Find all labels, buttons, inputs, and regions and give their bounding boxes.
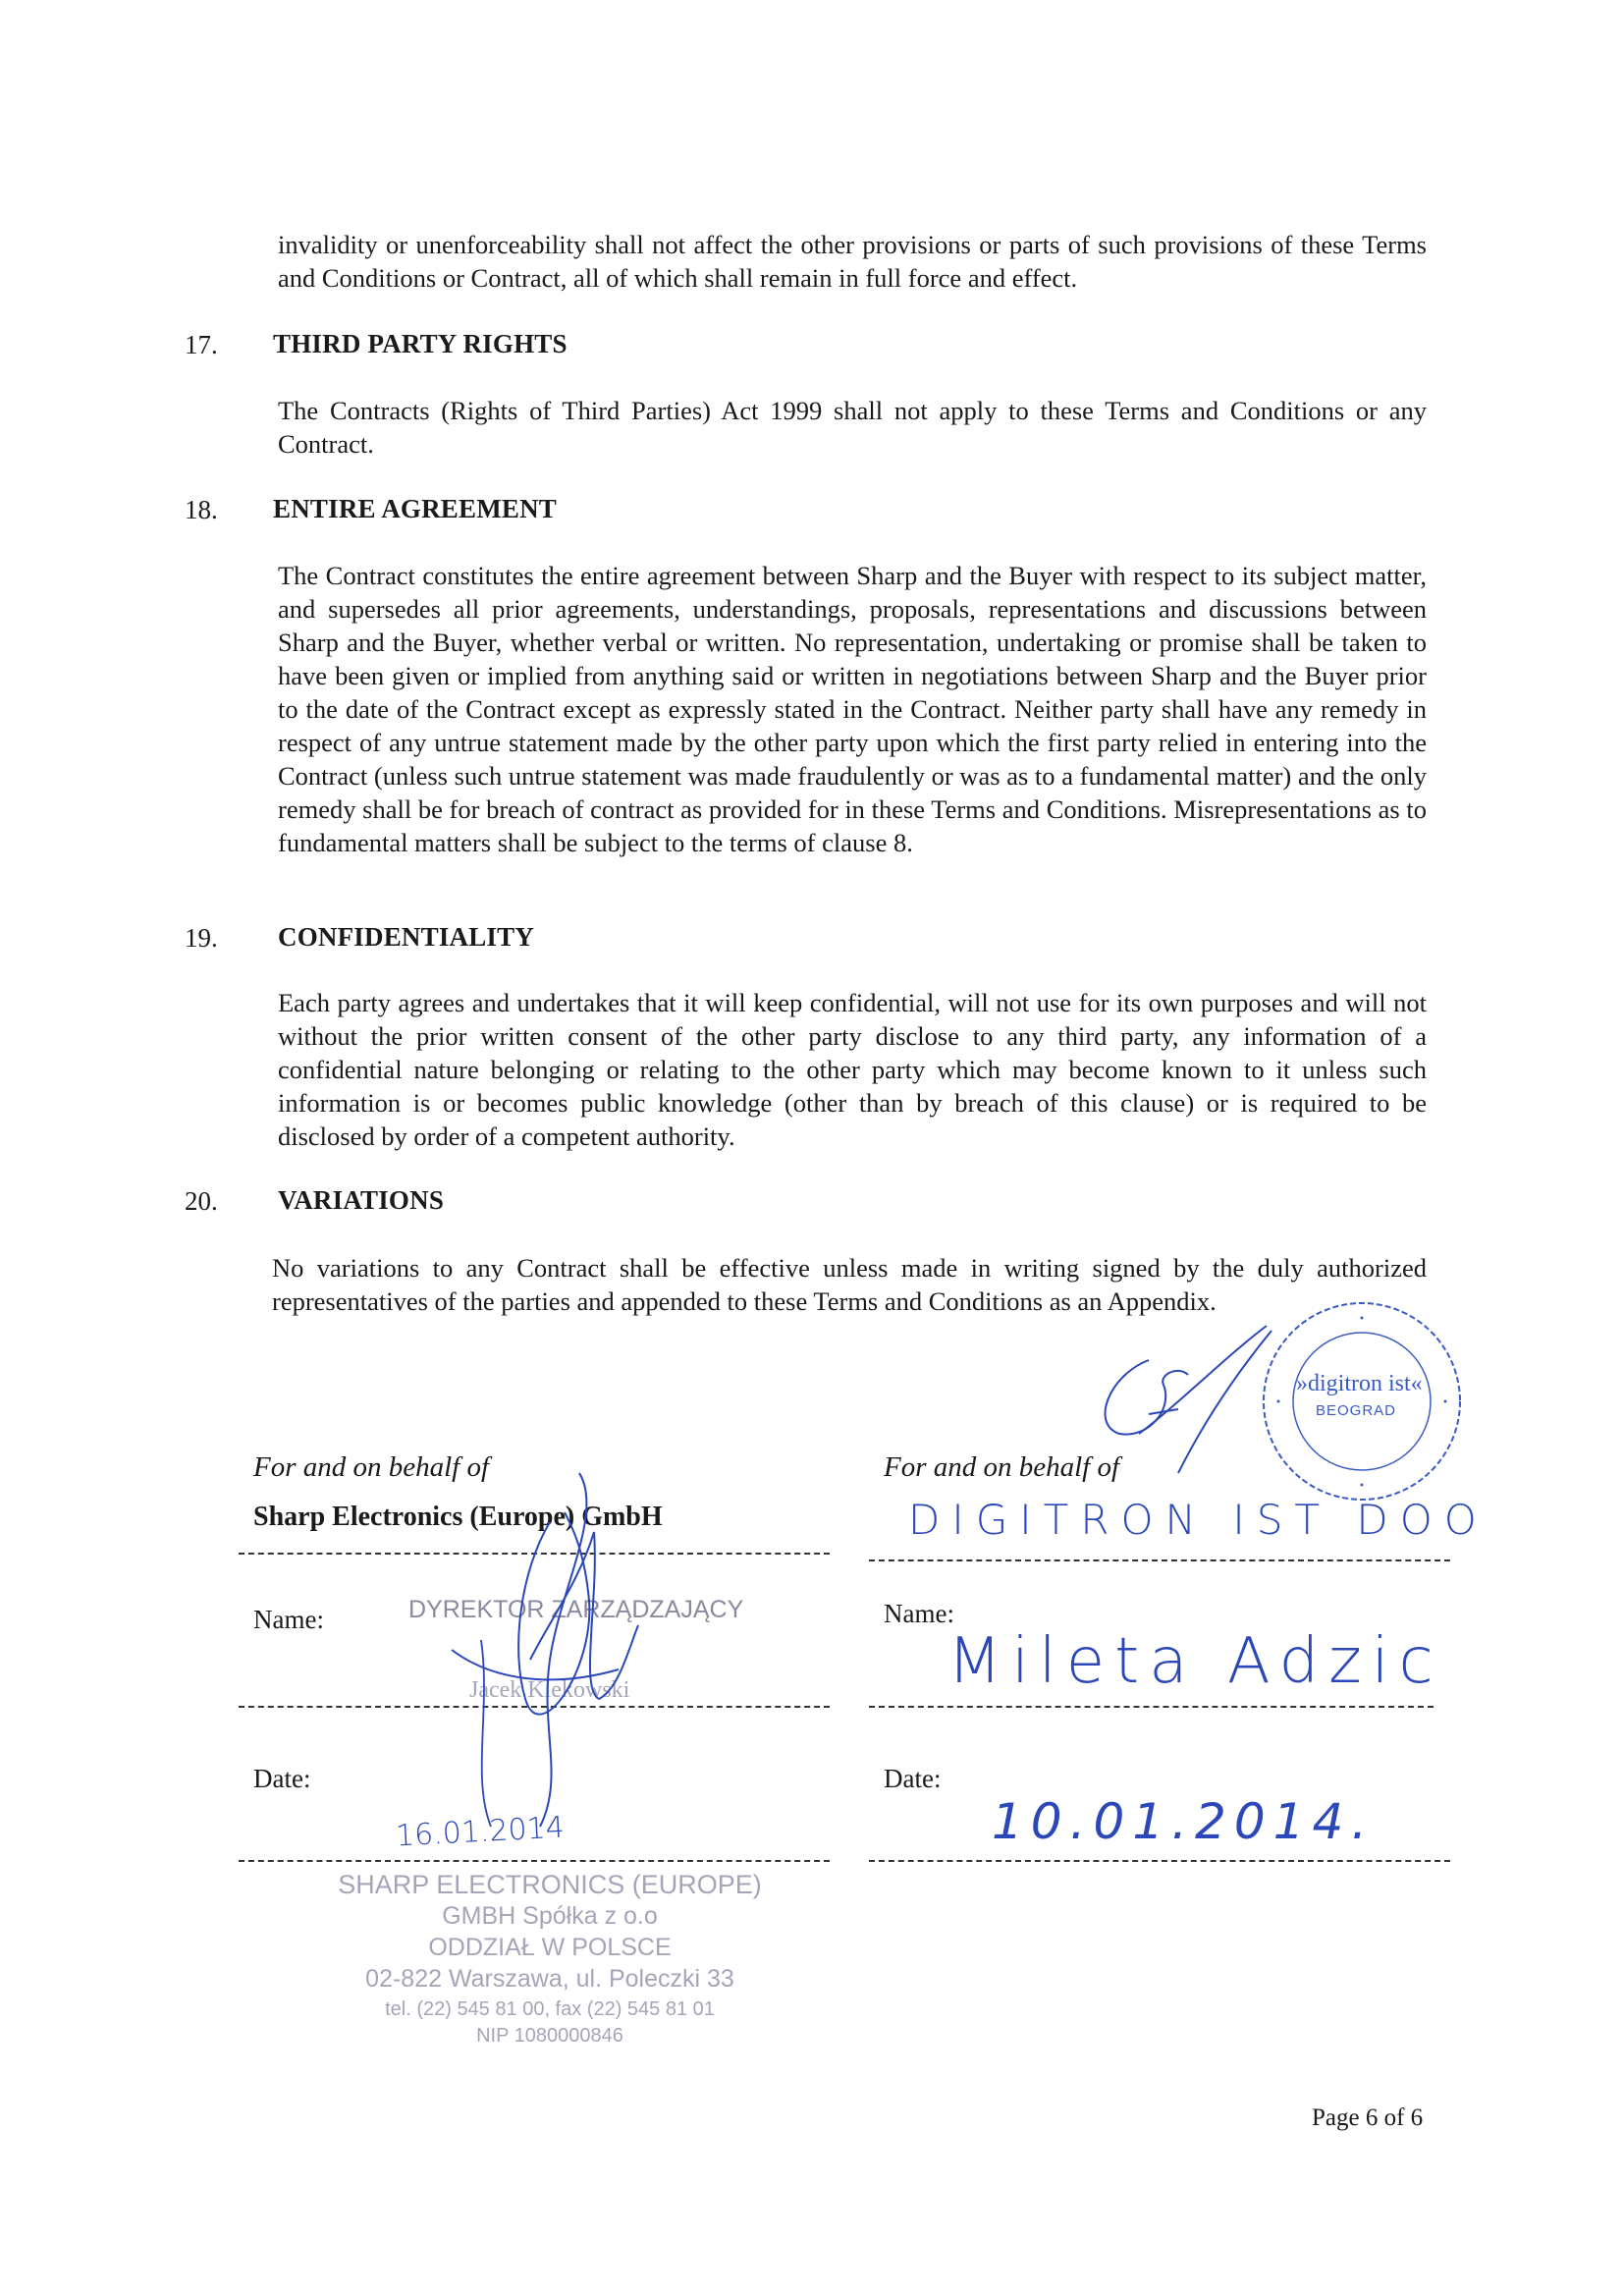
stamp-line: NIP 1080000846 bbox=[476, 2025, 623, 2047]
digitron-seal bbox=[1257, 1296, 1468, 1507]
right-date-label: Date: bbox=[884, 1764, 942, 1793]
left-company-stamp bbox=[285, 1869, 815, 2057]
stamp-line: SHARP ELECTRONICS (EUROPE) bbox=[338, 1870, 762, 1899]
section-20-heading: VARIATIONS bbox=[278, 1185, 445, 1215]
section-20-body: No variations to any Contract shall be effective unless made in writing signed by the duly authorized representatives of the parties and appended to these Terms and Conditions as an Appendix. bbox=[272, 1253, 1427, 1316]
section-20-number: 20. bbox=[185, 1186, 218, 1216]
left-signature-scribble bbox=[432, 1453, 687, 1846]
section-18-heading: ENTIRE AGREEMENT bbox=[273, 494, 558, 523]
section-17-body: The Contracts (Rights of Third Parties) Act 1999 shall not apply to these Terms and Conditions or any Contract. bbox=[278, 396, 1427, 459]
left-company-name: Sharp Electronics (Europe) GmbH bbox=[253, 1502, 663, 1532]
section-17-heading: THIRD PARTY RIGHTS bbox=[273, 329, 568, 358]
right-name-line bbox=[869, 1706, 1434, 1708]
section-19-body: Each party agrees and undertakes that it will keep confidential, will not use for its own purposes and will not without the prior written consent of the other party disclose to any third party, any information of a confidential nature belonging or relating to the other party which may become known to it unless such information is or becomes public knowledge (other than by breach of this clause) or is required to be disclosed by order of a competent authority. bbox=[278, 988, 1427, 1151]
left-date-handwritten: 16.01.2014 bbox=[395, 1810, 566, 1854]
stamp-line: tel. (22) 545 81 00, fax (22) 545 81 01 bbox=[385, 1998, 715, 2020]
left-date-label: Date: bbox=[253, 1764, 311, 1793]
left-date-line bbox=[239, 1860, 830, 1862]
stamp-line: ODDZIAŁ W POLSCE bbox=[428, 1934, 672, 1961]
right-company-line bbox=[869, 1559, 1450, 1561]
seal-city-text: BEOGRAD bbox=[1316, 1402, 1397, 1419]
section-19-number: 19. bbox=[185, 923, 218, 953]
right-name-handwritten: Mileta Adzic bbox=[947, 1625, 1443, 1698]
right-date-line bbox=[869, 1860, 1450, 1862]
left-for-and-on-behalf: For and on behalf of bbox=[253, 1451, 490, 1483]
left-name-label: Name: bbox=[253, 1605, 324, 1634]
section-18-number: 18. bbox=[185, 495, 218, 524]
seal-center-text: »digitron ist« bbox=[1296, 1371, 1423, 1396]
section-19-heading: CONFIDENTIALITY bbox=[278, 922, 535, 952]
right-for-and-on-behalf: For and on behalf of bbox=[884, 1451, 1120, 1483]
section-18-body: The Contract constitutes the entire agreement between Sharp and the Buyer with respect to its subject matter, and supersedes all prior agreements, understandings, proposals, representations and discussions between Sharp and the Buyer, whether verbal or written. No representation, undertaking or promise shall be taken to have been given or implied from anything said or written in negotiations between Sharp and the Buyer prior to the date of the Contract except as expressly stated in the Contract. Neither party shall have any remedy in respect of any untrue statement made by the other party upon which the first party relied in entering into the Contract (unless such untrue statement was made fraudulently or was as to a fundamental matter) and the only remedy shall be for breach of contract as provided for in these Terms and Conditions. Misrepresentations as to fundamental matters shall be subject to the terms of clause 8. bbox=[278, 561, 1427, 857]
stamp-line: 02-822 Warszawa, ul. Poleczki 33 bbox=[365, 1965, 734, 1993]
right-date-handwritten: 10.01.2014. bbox=[992, 1793, 1376, 1850]
page-number: Page 6 of 6 bbox=[1312, 2105, 1424, 2131]
stamp-line: GMBH Spółka z o.o bbox=[442, 1902, 658, 1930]
intro-paragraph: invalidity or unenforceability shall not affect the other provisions or parts of such provisions of these Terms and Conditions or Contract, all of which shall remain in full force and effect. bbox=[278, 230, 1427, 293]
right-company-handwritten: DIGITRON IST DOO bbox=[908, 1496, 1488, 1544]
right-name-label: Name: bbox=[884, 1599, 954, 1628]
section-17-number: 17. bbox=[185, 330, 218, 359]
left-name-stamp-title: DYREKTOR ZARZĄDZAJĄCY bbox=[408, 1596, 744, 1623]
left-name-stamp-person: Jacek Klekowski bbox=[469, 1677, 630, 1703]
